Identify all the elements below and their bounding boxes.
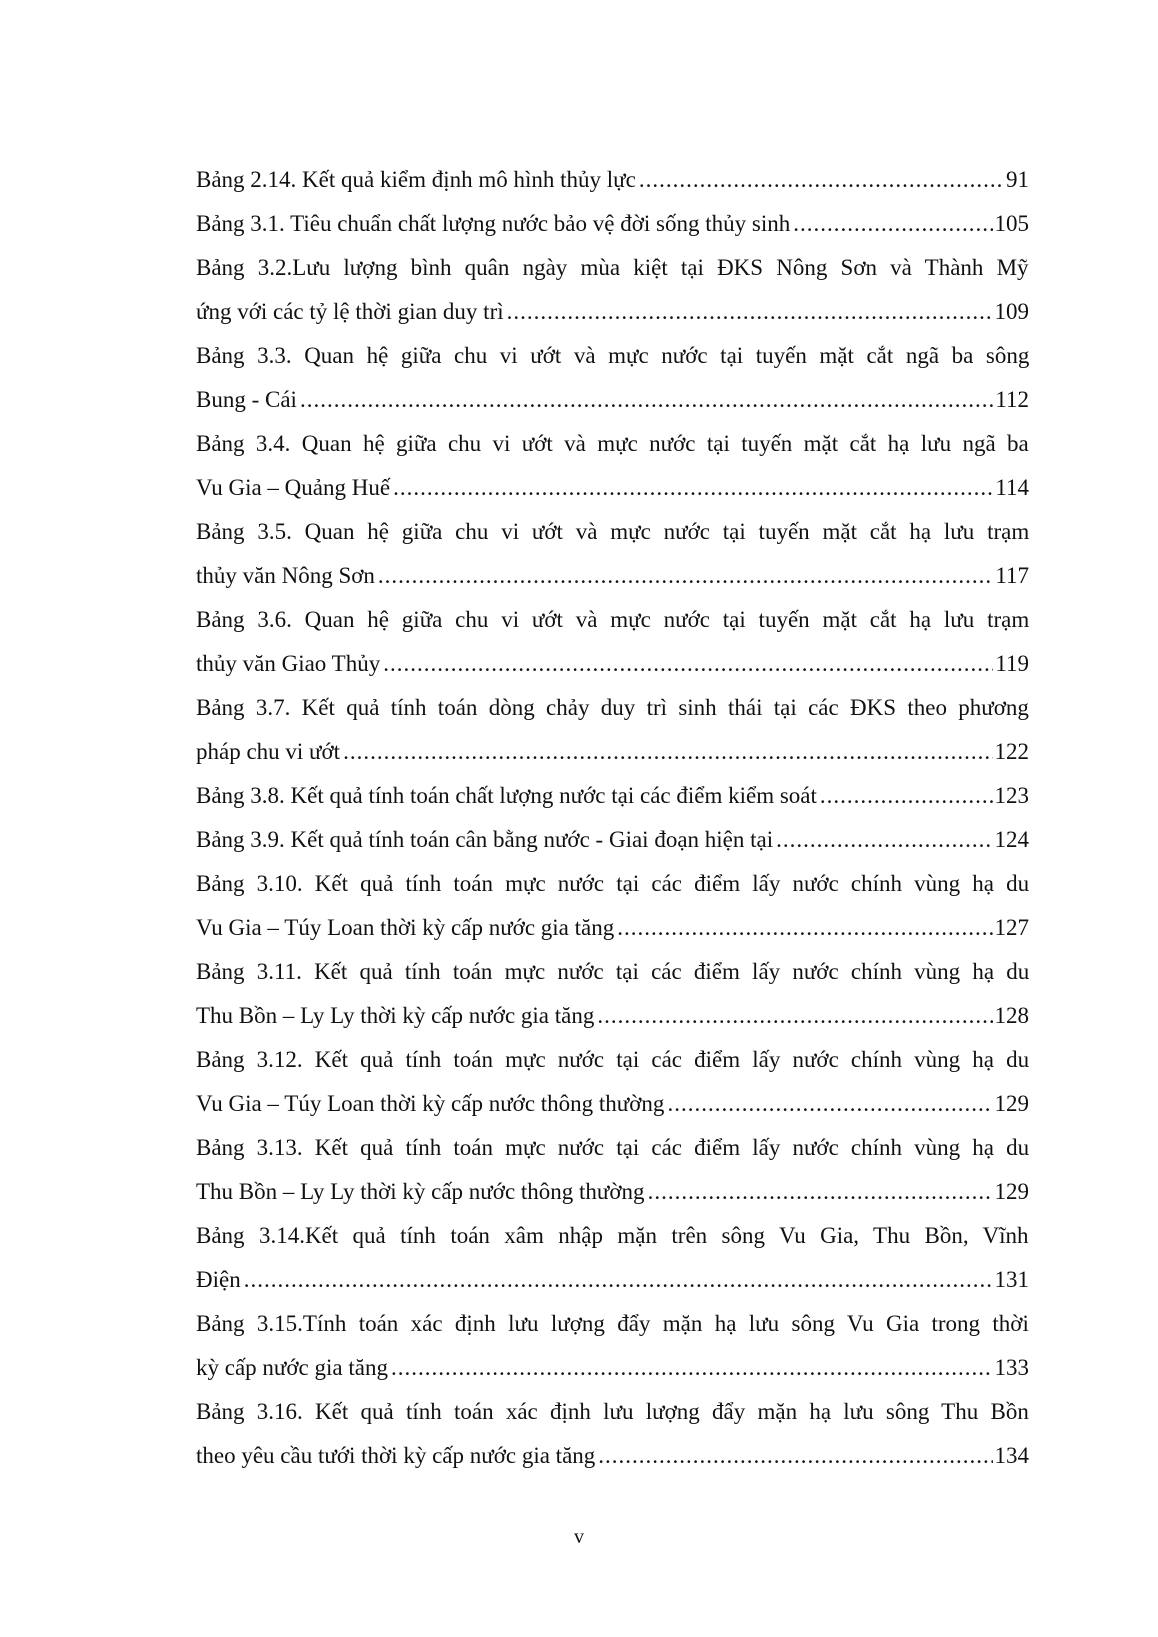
toc-entry-title-continued: Thu Bồn – Ly Ly thời kỳ cấp nước thông thường [196,1179,645,1204]
toc-entry-title: Bảng 3.2.Lưu lượng bình quân ngày mùa kiệt tại ĐKS Nông Sơn và Thành Mỹ [196,255,1029,280]
toc-entry[interactable] [196,510,1029,598]
toc-entry-title: Bảng 3.16. Kết quả tính toán xác định lưu lượng đẩy mặn hạ lưu sông Thu Bồn [196,1399,1029,1424]
list-of-tables [196,158,1029,1478]
toc-entry-title: Bảng 3.14.Kết quả tính toán xâm nhập mặn trên sông Vu Gia, Thu Bồn, Vĩnh [196,1223,1029,1248]
toc-entry[interactable] [196,686,1029,774]
toc-entry-title-continued: Vu Gia – Quảng Huế [196,475,391,500]
dot-leader [597,994,992,1038]
toc-entry-page-number: 114 [995,475,1029,500]
toc-entry-page-number: 112 [995,387,1029,412]
toc-entry-title-continued: kỳ cấp nước gia tăng [196,1355,388,1380]
dot-leader [507,290,993,334]
toc-entry[interactable] [196,1038,1029,1126]
toc-entry[interactable] [196,818,1029,862]
toc-entry-title: Bảng 3.3. Quan hệ giữa chu vi ướt và mực nước tại tuyến mặt cắt ngã ba sông [196,343,1030,368]
dot-leader [300,378,993,422]
toc-entry-page-number: 129 [994,1091,1029,1116]
dot-leader [598,1434,992,1478]
toc-entry-title: Bảng 3.15.Tính toán xác định lưu lượng đẩy mặn hạ lưu sông Vu Gia trong thời [196,1311,1029,1336]
toc-entry-page-number: 129 [994,1179,1029,1204]
toc-entry-title-continued: pháp chu vi ướt [196,739,341,764]
dot-leader [244,1258,993,1302]
dot-leader [639,158,1004,202]
toc-entry-title: Bảng 3.11. Kết quả tính toán mực nước tại các điểm lấy nước chính vùng hạ du [196,959,1030,984]
toc-entry-page-number: 123 [994,783,1029,808]
toc-entry-page-number: 105 [994,211,1029,236]
toc-entry-page-number: 119 [995,651,1029,676]
dot-leader [648,1170,993,1214]
toc-entry-title-continued: Vu Gia – Túy Loan thời kỳ cấp nước gia tăng [196,915,615,940]
toc-entry-page-number: 131 [994,1267,1029,1292]
toc-entry[interactable] [196,774,1029,818]
toc-entry[interactable] [196,1126,1029,1214]
toc-entry[interactable] [196,598,1029,686]
dot-leader [393,466,993,510]
dot-leader [391,1346,993,1390]
dot-leader [343,730,992,774]
toc-entry-title: Bảng 3.7. Kết quả tính toán dòng chảy duy trì sinh thái tại các ĐKS theo phương [196,695,1029,720]
toc-entry-title-continued: Vu Gia – Túy Loan thời kỳ cấp nước thông thường [196,1091,665,1116]
toc-entry[interactable] [196,334,1029,422]
toc-entry-page-number: 117 [995,563,1029,588]
toc-entry-page-number: 133 [994,1355,1029,1380]
toc-entry-page-number: 124 [994,827,1029,852]
toc-entry[interactable] [196,422,1029,510]
toc-entry[interactable] [196,246,1029,334]
dot-leader [820,774,993,818]
toc-entry-page-number: 134 [994,1443,1029,1468]
toc-entry[interactable] [196,1390,1029,1478]
dot-leader [667,1082,992,1126]
dot-leader [776,818,992,862]
toc-entry[interactable] [196,862,1029,950]
toc-entry-title-continued: ứng với các tỷ lệ thời gian duy trì [196,299,504,324]
toc-entry[interactable] [196,202,1029,246]
toc-entry-title-continued: theo yêu cầu tưới thời kỳ cấp nước gia tăng [196,1443,596,1468]
dot-leader [617,906,992,950]
toc-entry-title-continued: Thu Bồn – Ly Ly thời kỳ cấp nước gia tăng [196,1003,595,1028]
page-number-footer: v [574,1526,584,1548]
toc-entry-title: Bảng 3.5. Quan hệ giữa chu vi ướt và mực nước tại tuyến mặt cắt hạ lưu trạm [196,519,1030,544]
dot-leader [793,202,992,246]
toc-entry[interactable] [196,158,1029,202]
toc-entry-title: Bảng 3.12. Kết quả tính toán mực nước tại các điểm lấy nước chính vùng hạ du [196,1047,1030,1072]
toc-entry-title: Bảng 3.9. Kết quả tính toán cân bằng nước - Giai đoạn hiện tại [196,827,774,852]
dot-leader [378,554,993,598]
toc-entry-page-number: 128 [994,1003,1029,1028]
toc-entry-page-number: 127 [994,915,1029,940]
toc-entry-title-continued: thủy văn Nông Sơn [196,563,375,588]
toc-entry[interactable] [196,1214,1029,1302]
toc-entry-title: Bảng 3.1. Tiêu chuẩn chất lượng nước bảo vệ đời sống thủy sinh [196,211,791,236]
dot-leader [383,642,993,686]
toc-entry-page-number: 91 [1006,167,1029,192]
toc-entry-title: Bảng 2.14. Kết quả kiểm định mô hình thủy lực [196,167,636,192]
toc-entry-title: Bảng 3.10. Kết quả tính toán mực nước tại các điểm lấy nước chính vùng hạ du [196,871,1030,896]
toc-entry-title: Bảng 3.8. Kết quả tính toán chất lượng nước tại các điểm kiểm soát [196,783,817,808]
toc-entry-page-number: 109 [994,299,1029,324]
toc-entry-title: Bảng 3.13. Kết quả tính toán mực nước tại các điểm lấy nước chính vùng hạ du [196,1135,1030,1160]
toc-entry-title-continued: Bung - Cái [196,387,297,412]
toc-entry-title: Bảng 3.6. Quan hệ giữa chu vi ướt và mực nước tại tuyến mặt cắt hạ lưu trạm [196,607,1030,632]
toc-entry-title-continued: Điện [196,1267,241,1292]
toc-entry-title: Bảng 3.4. Quan hệ giữa chu vi ướt và mực nước tại tuyến mặt cắt hạ lưu ngã ba [196,431,1029,456]
toc-entry-title-continued: thủy văn Giao Thủy [196,651,381,676]
toc-entry-page-number: 122 [994,739,1029,764]
toc-entry[interactable] [196,950,1029,1038]
toc-entry[interactable] [196,1302,1029,1390]
